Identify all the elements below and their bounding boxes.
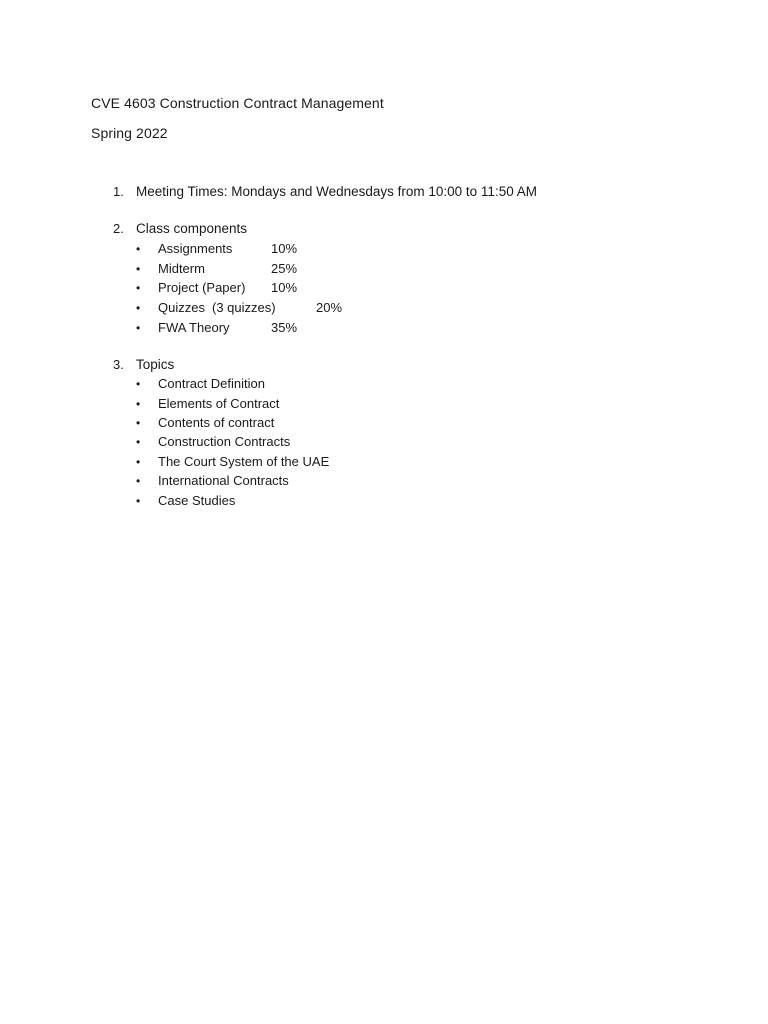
component-weight: 35% — [271, 320, 298, 335]
bullet-icon: • — [136, 435, 141, 449]
bullet-icon: • — [136, 494, 141, 508]
bullet-icon: • — [136, 474, 141, 488]
topic-item: International Contracts — [158, 473, 289, 488]
component-name: Midterm — [158, 261, 205, 276]
component-weight: 20% — [316, 300, 343, 315]
meeting-times: Meeting Times: Mondays and Wednesdays from 10:00 to 11:50 AM — [136, 184, 537, 199]
component-name: Project (Paper) — [158, 280, 246, 295]
topic-item: Contents of contract — [158, 415, 275, 430]
course-term: Spring 2022 — [91, 125, 168, 141]
bullet-icon: • — [136, 281, 141, 295]
course-title: CVE 4603 Construction Contract Management — [91, 95, 384, 111]
bullet-icon: • — [136, 397, 141, 411]
bullet-icon: • — [136, 416, 141, 430]
bullet-icon: • — [136, 242, 141, 256]
topic-item: Contract Definition — [158, 376, 265, 391]
section-number: 1. — [113, 184, 124, 199]
component-name: Assignments — [158, 241, 233, 256]
section-heading-topics: Topics — [136, 357, 175, 372]
component-weight: 10% — [271, 280, 298, 295]
component-weight: 25% — [271, 261, 298, 276]
topic-item: Construction Contracts — [158, 434, 291, 449]
section-number: 3. — [113, 357, 124, 372]
topic-item: Elements of Contract — [158, 396, 280, 411]
bullet-icon: • — [136, 321, 141, 335]
section-heading-class-components: Class components — [136, 221, 248, 236]
section-number: 2. — [113, 221, 124, 236]
component-name: FWA Theory — [158, 320, 230, 335]
topic-item: Case Studies — [158, 493, 236, 508]
component-note: (3 quizzes) — [212, 300, 276, 315]
bullet-icon: • — [136, 301, 141, 315]
component-weight: 10% — [271, 241, 298, 256]
bullet-icon: • — [136, 262, 141, 276]
bullet-icon: • — [136, 455, 141, 469]
topic-item: The Court System of the UAE — [158, 454, 330, 469]
bullet-icon: • — [136, 377, 141, 391]
component-name: Quizzes — [158, 300, 205, 315]
